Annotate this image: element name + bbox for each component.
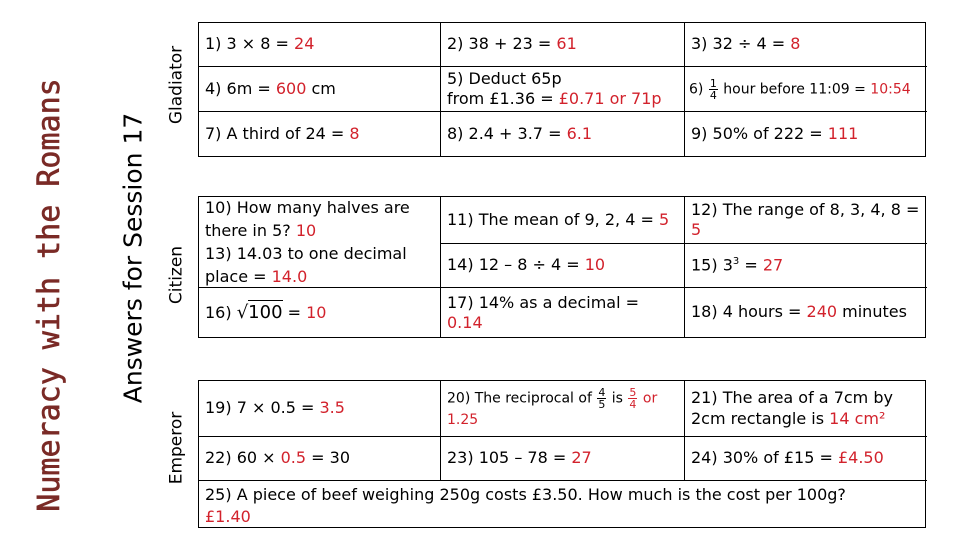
answer: 5 <box>658 209 670 229</box>
highlight-value: 0.5 <box>280 448 307 468</box>
square-root-icon: √ <box>236 301 249 323</box>
answer-fraction <box>628 387 637 410</box>
exponent: 3 <box>732 255 740 267</box>
question-17 <box>441 288 685 337</box>
citizen-table <box>198 196 926 338</box>
question-text: 12) The range of 8, 3, 4, 8 = <box>691 200 920 219</box>
question-15 <box>685 244 927 288</box>
question-25 <box>199 481 927 527</box>
answer: 111 <box>827 123 859 143</box>
fraction-denominator: 4 <box>709 88 717 102</box>
question-2 <box>441 23 685 67</box>
question-9 <box>685 112 927 156</box>
answer-10: 10 <box>295 220 317 240</box>
answer: 10 <box>584 255 606 275</box>
question-11 <box>441 197 685 244</box>
or-text: or <box>638 390 658 407</box>
question-24 <box>685 437 927 481</box>
question-13-text: 13) 14.03 to one decimal place = <box>205 244 407 287</box>
question-10-13 <box>199 197 441 288</box>
question-18 <box>685 288 927 337</box>
question-19 <box>199 381 441 437</box>
question-text: 20) The reciprocal of <box>447 390 597 407</box>
question-text: hour before 11:09 = <box>718 81 871 97</box>
answer: £4.50 <box>837 448 884 468</box>
question-1 <box>199 23 441 67</box>
equals-text: = <box>739 255 763 275</box>
question-text: 24) 30% of £15 = <box>691 448 838 468</box>
answer: 61 <box>556 34 577 54</box>
answer: 0.14 <box>447 312 483 332</box>
answer: £0.71 or 71p <box>558 89 662 108</box>
fraction-numerator: 1 <box>709 76 717 90</box>
answer: = 30 <box>306 448 351 468</box>
fraction <box>709 78 718 101</box>
band-label-emperor: Emperor <box>166 411 187 485</box>
question-4 <box>199 67 441 112</box>
question-text: 21) The area of a 7cm by 2cm rectangle is <box>691 387 893 428</box>
question-text: 4) 6m = <box>205 78 276 98</box>
answer: 24 <box>294 34 315 54</box>
unit-text: minutes <box>837 302 907 322</box>
fraction <box>597 387 606 410</box>
answer: 10 <box>306 302 327 322</box>
answer: 240 <box>806 302 838 322</box>
answer: 3.5 <box>319 398 345 418</box>
band-label-gladiator: Gladiator <box>166 45 187 125</box>
fraction-numerator: 4 <box>598 385 606 399</box>
answer-numerator: 5 <box>629 385 637 399</box>
question-5 <box>441 67 685 112</box>
question-16 <box>199 288 441 337</box>
question-text: 25) A piece of beef weighing 250g costs £3.50. How much is the cost per 100g? <box>205 485 846 504</box>
answer: 8 <box>790 34 801 54</box>
question-text: 8) 2.4 + 3.7 = <box>447 123 567 143</box>
series-title: Numeracy with the Romans <box>32 78 67 512</box>
question-10-text: 10) How many halves are there in 5? <box>205 197 410 240</box>
question-text: 5) Deduct 65p <box>447 69 562 88</box>
question-text: 1) 3 × 8 = <box>205 34 295 54</box>
answer: 14 cm² <box>829 408 886 428</box>
question-text: 9) 50% of 222 = <box>691 123 828 143</box>
radicand: 100 <box>248 301 283 323</box>
question-3 <box>685 23 927 67</box>
question-text: 11) The mean of 9, 2, 4 = <box>447 209 659 229</box>
question-text: 14) 12 – 8 ÷ 4 = <box>447 255 585 275</box>
question-label: 6) <box>689 81 704 97</box>
question-text: 15) 3 <box>691 255 733 275</box>
gladiator-table <box>198 22 926 157</box>
question-text: 3) 32 ÷ 4 = <box>691 34 791 54</box>
answer: 27 <box>571 448 592 468</box>
question-text: 22) 60 × <box>205 448 281 468</box>
unit-text: cm <box>306 78 336 98</box>
question-7 <box>199 112 441 156</box>
question-14 <box>441 244 685 288</box>
question-6 <box>685 67 927 112</box>
question-8 <box>441 112 685 156</box>
answer: 6.1 <box>566 123 593 143</box>
answer: 5 <box>691 220 702 239</box>
question-text: 7) A third of 24 = <box>205 123 350 143</box>
question-label: 16) <box>205 302 237 322</box>
question-20 <box>441 381 685 437</box>
is-text: is <box>607 390 628 407</box>
question-22 <box>199 437 441 481</box>
question-text-2: from £1.36 = <box>447 89 559 108</box>
answer: 600 <box>275 78 307 98</box>
question-21 <box>685 381 927 437</box>
answer: 27 <box>762 255 784 275</box>
fraction-denominator: 5 <box>598 397 606 411</box>
question-text: 18) 4 hours = <box>691 302 807 322</box>
question-text: 23) 105 – 78 = <box>447 448 572 468</box>
answer: £1.40 <box>205 506 251 526</box>
question-12 <box>685 197 927 244</box>
answer: 8 <box>349 123 360 143</box>
emperor-table <box>198 380 926 528</box>
answer-denominator: 4 <box>629 397 637 411</box>
session-title: Answers for Session 17 <box>118 112 148 404</box>
answer: 10:54 <box>870 81 911 97</box>
band-label-citizen: Citizen <box>166 245 187 305</box>
answer-13: 14.0 <box>271 267 308 287</box>
question-23 <box>441 437 685 481</box>
question-text: 2) 38 + 23 = <box>447 34 557 54</box>
question-text: 17) 14% as a decimal = <box>447 292 640 312</box>
equals-text: = <box>282 302 307 322</box>
answer: 1.25 <box>447 411 479 428</box>
question-text: 19) 7 × 0.5 = <box>205 398 320 418</box>
